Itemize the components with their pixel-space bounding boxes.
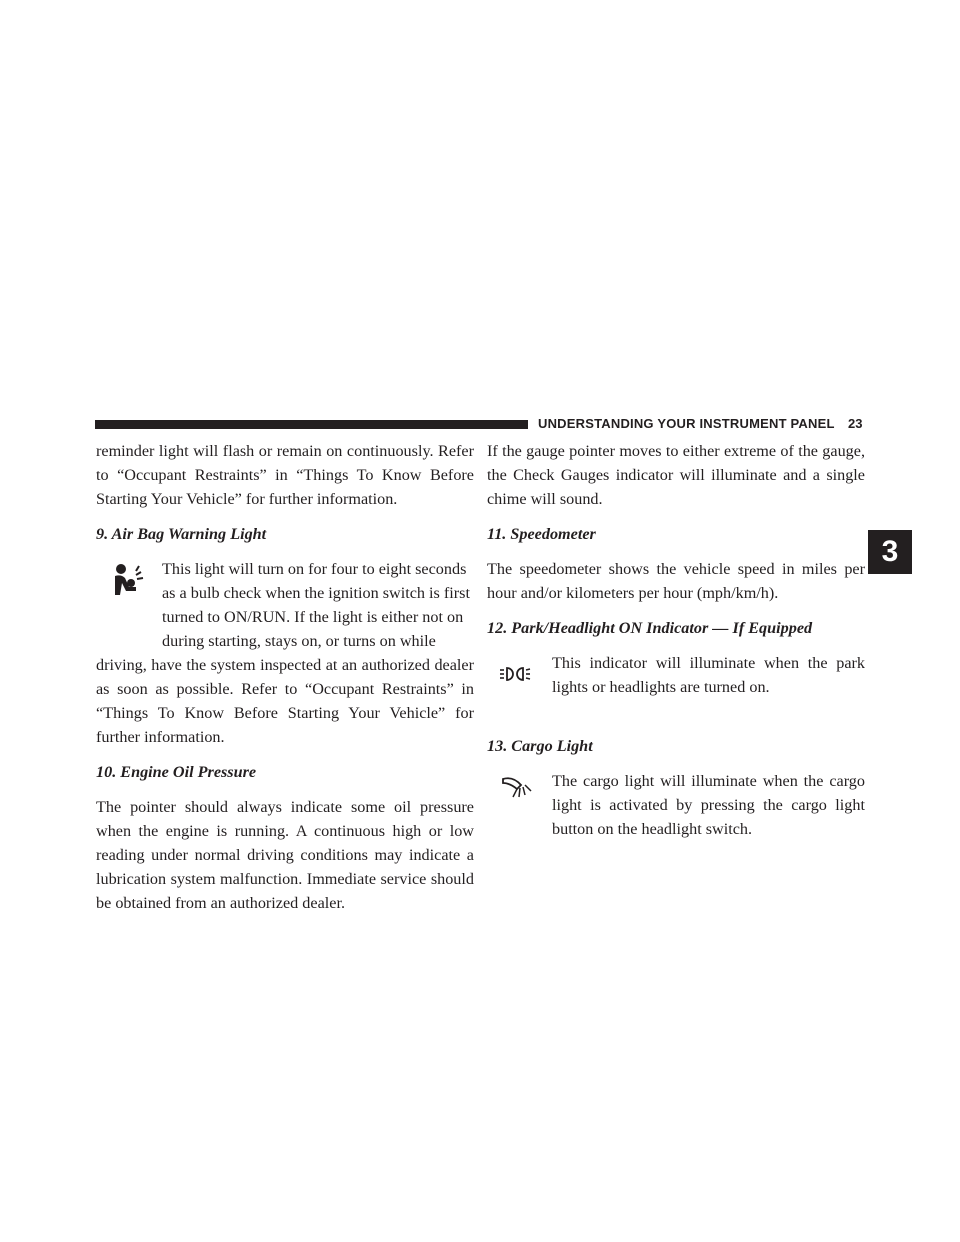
speedometer-text: The speedometer shows the vehicle speed in miles per hour and/or kilometers per hour (mph/km/h). (487, 560, 865, 602)
header-rule (95, 420, 528, 429)
park-headlight-heading: 12. Park/Headlight ON Indicator — If Equipped (487, 619, 813, 637)
left-column (96, 439, 474, 915)
gauge-paragraph: If the gauge pointer moves to either extreme of the gauge, the Check Gauges indicator will illuminate and a single chime will sound. (487, 442, 865, 508)
cargo-light-block (487, 769, 865, 841)
cargo-light-icon (501, 775, 535, 799)
airbag-text-line-1: This light will turn on for four to eight seconds (162, 560, 467, 578)
page-number: 23 (848, 416, 863, 431)
park-headlight-text: This indicator will illuminate when the park lights or headlights are turned on. (552, 654, 865, 696)
airbag-text-line-4: during starting, stays on, or turns on while (162, 632, 436, 650)
airbag-block (96, 557, 474, 653)
cargo-light-heading: 13. Cargo Light (487, 737, 593, 755)
airbag-text-line-2: as a bulb check when the ignition switch is first (162, 584, 470, 602)
airbag-person-icon (110, 563, 146, 597)
chapter-tab: 3 (868, 530, 912, 574)
oil-pressure-heading: 10. Engine Oil Pressure (96, 763, 257, 781)
airbag-text-rest: driving, have the system inspected at an authorized dealer as soon as possible. Refer to “Occupant Restraints” in “Things To Know Before Starting Your Vehicle” for further information. (96, 656, 474, 746)
park-headlight-icon (499, 665, 535, 683)
oil-pressure-text: The pointer should always indicate some oil pressure when the engine is running. A continuous high or low reading under normal driving conditions may indicate a lubrication system malfunction. Immediate service should be obtained from an authorized dealer. (96, 798, 474, 912)
right-column (487, 439, 865, 841)
airbag-text-line-3: turned to ON/RUN. If the light is either not on (162, 608, 464, 626)
running-header-title: UNDERSTANDING YOUR INSTRUMENT PANEL (538, 416, 835, 431)
speedometer-heading: 11. Speedometer (487, 525, 596, 543)
intro-paragraph: reminder light will flash or remain on continuously. Refer to “Occupant Restraints” in “Things To Know Before Starting Your Vehicle” for further information. (96, 442, 474, 508)
park-headlight-block (487, 651, 865, 723)
airbag-heading: 9. Air Bag Warning Light (96, 525, 267, 543)
cargo-light-text: The cargo light will illuminate when the cargo light is activated by pressing the cargo light button on the headlight switch. (552, 772, 865, 838)
